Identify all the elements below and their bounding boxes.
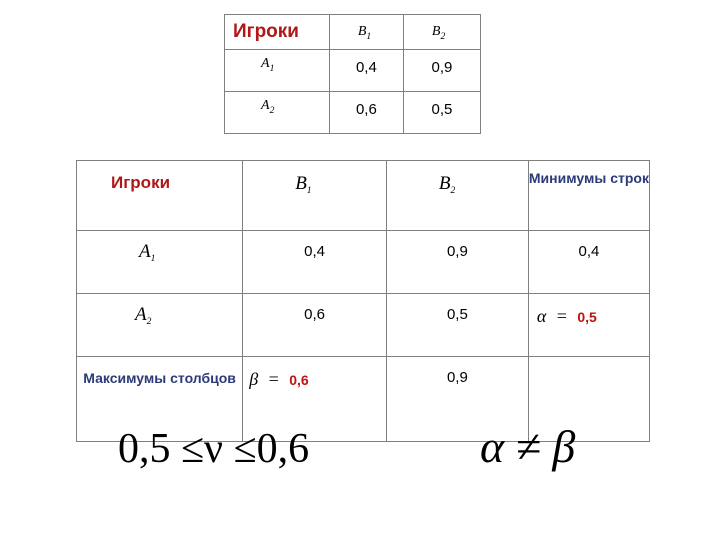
cell-a2-b2: 0,5 bbox=[403, 92, 480, 134]
row-minimums-header: Минимумы строк bbox=[528, 161, 649, 231]
table-row bbox=[225, 92, 481, 134]
row-a2-header: $A_2$ bbox=[77, 294, 243, 357]
players-header: Игроки bbox=[225, 15, 330, 50]
payoff-table-small bbox=[224, 14, 481, 134]
cell-b2-max: 0,9 bbox=[386, 357, 528, 442]
cell-a2-b1: 0,6 bbox=[329, 92, 403, 134]
cell-a1-b1: 0,4 bbox=[329, 50, 403, 92]
col-b1-header: $B_1$ bbox=[243, 161, 387, 231]
beta-symbol: β bbox=[249, 369, 259, 389]
cell-a2-b1: 0,6 bbox=[243, 294, 387, 357]
game-value-range-formula: 0,5 ≤ν ≤0,6 bbox=[118, 426, 310, 472]
column-maximums-label: Максимумы столбцов bbox=[77, 357, 243, 442]
cell-a1-b1: 0,4 bbox=[243, 231, 387, 294]
cell-a2-b2: 0,5 bbox=[386, 294, 528, 357]
cell-a1-b2: 0,9 bbox=[403, 50, 480, 92]
alpha-value: 0,5 bbox=[577, 309, 597, 325]
row-a1-header: $A_1$ bbox=[77, 231, 243, 294]
alpha-neq-beta-formula: α ≠ β bbox=[480, 421, 576, 472]
payoff-table-big bbox=[76, 160, 650, 442]
alpha-equals: = bbox=[556, 306, 567, 326]
cell-alpha bbox=[528, 294, 649, 357]
alpha-symbol: α bbox=[536, 306, 547, 326]
beta-equals: = bbox=[268, 369, 279, 389]
table-row bbox=[225, 50, 481, 92]
table-row bbox=[77, 231, 650, 294]
col-b2-header: $B_2$ bbox=[403, 15, 480, 50]
cell-a1-min: 0,4 bbox=[528, 231, 649, 294]
col-b2-header: $B_2$ bbox=[386, 161, 528, 231]
players-header: Игроки bbox=[77, 161, 243, 231]
table-row bbox=[77, 294, 650, 357]
col-b1-header: $B_1$ bbox=[329, 15, 403, 50]
row-a1-header: $A_1$ bbox=[225, 50, 330, 92]
beta-value: 0,6 bbox=[289, 372, 309, 388]
row-a2-header: $A_2$ bbox=[225, 92, 330, 134]
cell-a1-b2: 0,9 bbox=[386, 231, 528, 294]
